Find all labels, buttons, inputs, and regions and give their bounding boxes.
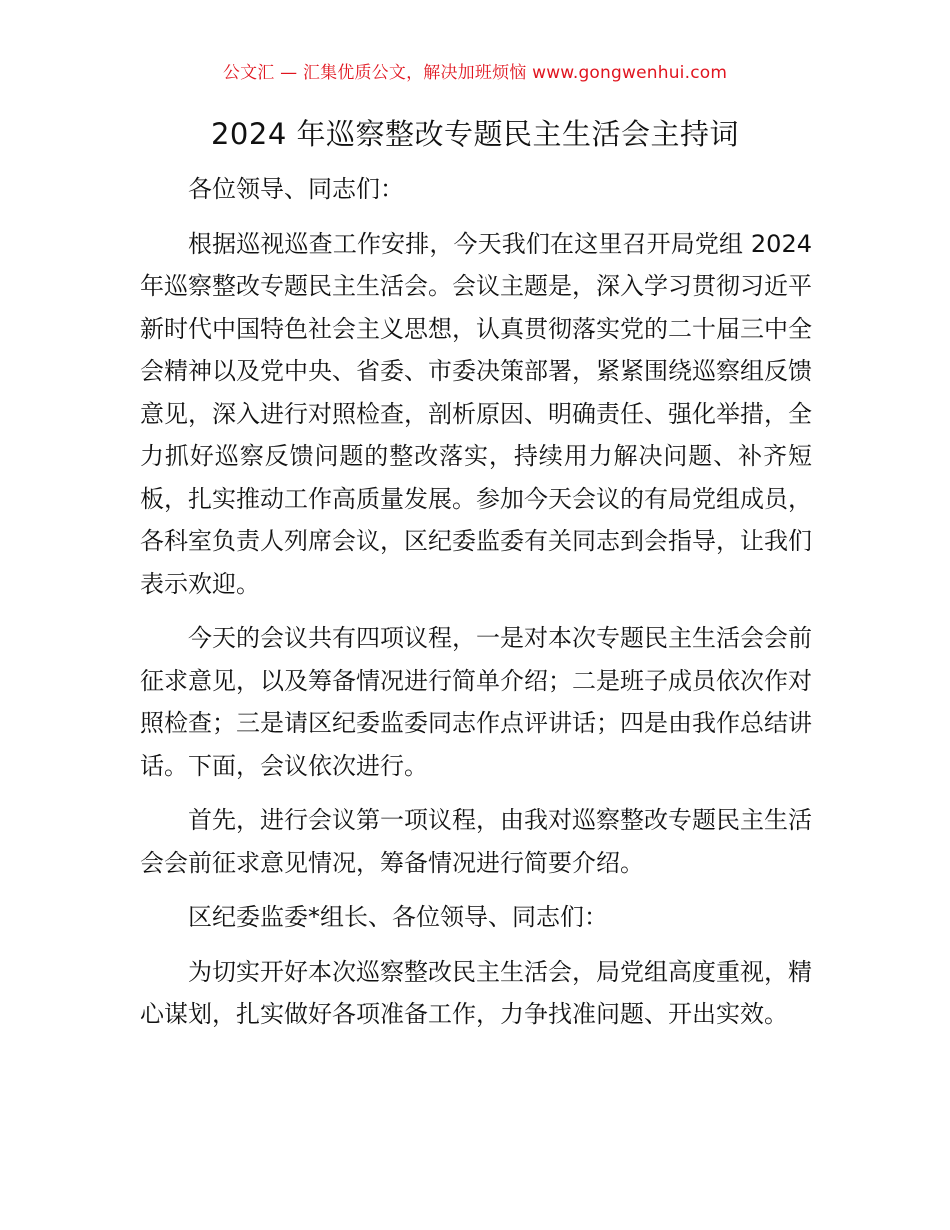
- document-title: 2024 年巡察整改专题民主生活会主持词: [210, 117, 740, 151]
- preparation-paragraph: 为切实开好本次巡察整改民主生活会，局党组高度重视，精心谋划，扎实做好各项准备工作，力争找准问题、开出实效。: [140, 957, 812, 1028]
- document-body: [140, 168, 812, 1048]
- second-salutation-paragraph: 区纪委监委*组长、各位领导、同志们：: [188, 903, 608, 931]
- salutation-paragraph: 各位领导、同志们：: [188, 175, 404, 203]
- opening-paragraph: 根据巡视巡查工作安排，今天我们在这里召开局党组 2024 年巡察整改专题民主生活会。会议主题是，深入学习贯彻习近平新时代中国特色社会主义思想，认真贯彻落实党的二十届三中全会精神以及党中央、省委、市委决策部署，紧紧围绕巡察组反馈意见，深入进行对照检查，剖析原因、明确责任、强化举措，全力抓好巡察反馈问题的整改落实，持续用力解决问题、补齐短板，扎实推动工作高质量发展。参加今天会议的有局党组成员，各科室负责人列席会议，区纪委监委有关同志到会指导，让我们表示欢迎。: [140, 229, 812, 598]
- site-banner: 公文汇 — 汇集优质公文，解决加班烦恼 www.gongwenhui.com: [222, 63, 728, 83]
- first-item-paragraph: 首先，进行会议第一项议程，由我对巡察整改专题民主生活会会前征求意见情况，筹备情况进行简要介绍。: [140, 806, 812, 877]
- agenda-paragraph: 今天的会议共有四项议程，一是对本次专题民主生活会会前征求意见，以及筹备情况进行简单介绍；二是班子成员依次作对照检查；三是请区纪委监委同志作点评讲话；四是由我作总结讲话。下面，会议依次进行。: [140, 624, 812, 780]
